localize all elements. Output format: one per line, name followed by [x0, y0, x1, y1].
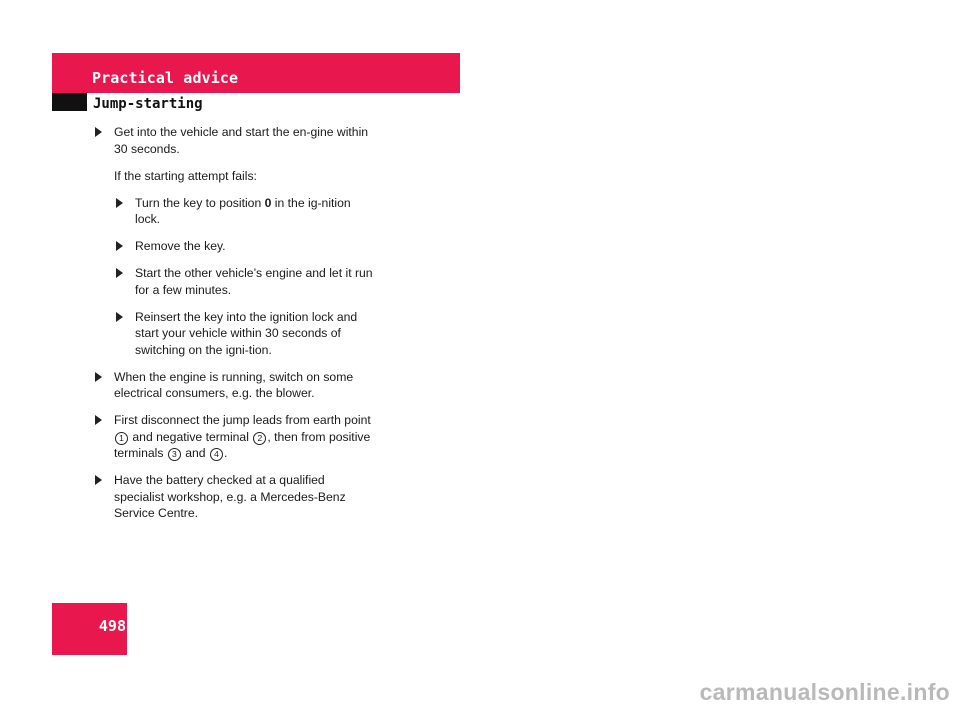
subsection-title: Jump-starting: [93, 96, 203, 112]
step-text: Get into the vehicle and start the en-gine within 30 seconds.: [114, 125, 369, 156]
triangle-bullet-icon: [116, 198, 123, 208]
step-text-part: .: [223, 446, 228, 460]
circled-number-icon: 3: [168, 448, 181, 461]
substep-item: [93, 195, 373, 228]
substep-text: Reinsert the key into the ignition lock and start your vehicle within 30 seconds of switching on the igni-tion.: [135, 309, 358, 357]
triangle-bullet-icon: [95, 372, 102, 382]
circled-number-icon: 4: [210, 448, 223, 461]
triangle-bullet-icon: [116, 241, 123, 251]
step-text: When the engine is running, switch on some electrical consumers, e.g. the blower.: [114, 369, 354, 400]
watermark-text: carmanualsonline.info: [699, 679, 950, 705]
triangle-bullet-icon: [95, 475, 102, 485]
step-text-part: and negative terminal: [129, 429, 253, 444]
triangle-bullet-icon: [116, 312, 123, 322]
step-text-part: , then from positive terminals: [114, 429, 371, 460]
substep-text-part: Turn the key to position: [135, 195, 265, 210]
triangle-bullet-icon: [116, 268, 123, 278]
substep-item: [93, 238, 373, 255]
triangle-bullet-icon: [95, 127, 102, 137]
substep-text-part: in the ig-nition lock.: [135, 195, 351, 226]
substep-text: [135, 196, 351, 227]
step-text: Have the battery checked at a qualified specialist workshop, e.g. a Mercedes-Benz Service Centre.: [114, 473, 346, 520]
step-note-text: If the starting attempt fails:: [114, 168, 257, 183]
step-note: [93, 168, 373, 185]
substep-text: Remove the key.: [135, 239, 226, 253]
substep-item: [93, 265, 373, 298]
step-item: [93, 369, 373, 402]
step-text: [114, 413, 371, 460]
circled-number-icon: 1: [115, 432, 128, 445]
page-number-box: [52, 603, 127, 655]
substep-text: Start the other vehicle’s engine and let it run for a few minutes.: [135, 266, 373, 297]
step-text-part: First disconnect the jump leads from earth point: [114, 413, 371, 427]
triangle-bullet-icon: [95, 415, 102, 425]
key-position-value: 0: [264, 195, 272, 210]
step-text-part: and: [181, 446, 209, 460]
circled-number-icon: 2: [253, 432, 266, 445]
section-title: Practical advice: [92, 69, 239, 87]
page-number: 498: [98, 617, 126, 635]
step-item: [93, 412, 373, 462]
step-item: [93, 472, 373, 522]
instruction-list: [93, 124, 373, 532]
section-header-band: [52, 53, 460, 93]
section-tab-marker: [52, 93, 87, 111]
step-item: [93, 124, 373, 157]
substep-item: [93, 309, 373, 359]
